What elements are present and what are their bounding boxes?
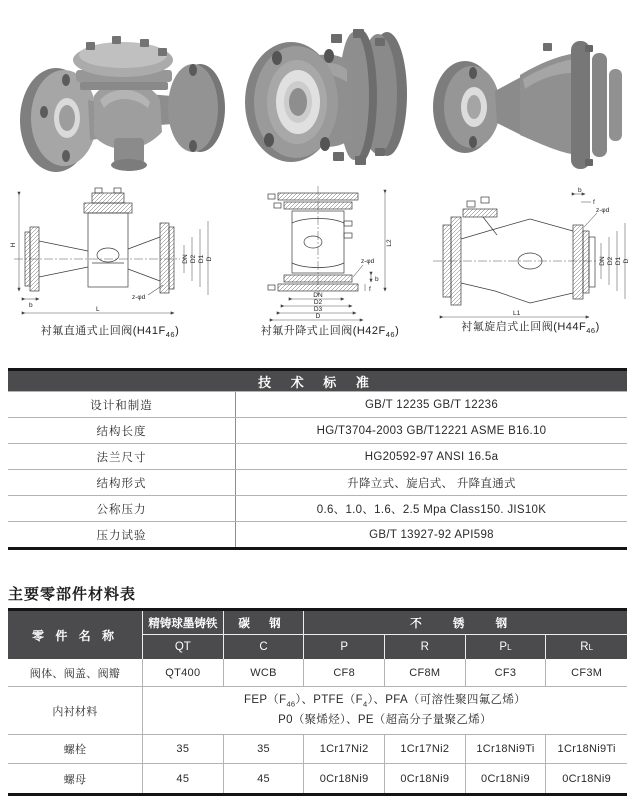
code-main: P [340,641,348,653]
dim-label: L1 [513,310,521,317]
caption-text: 衬氟直通式止回阀(H41F [40,325,166,337]
caption-subscript: 46 [586,326,596,336]
cell: CF8 [304,659,385,687]
row-value: GB/T 12235 GB/T 12236 [235,392,627,417]
caption-text: ) [395,325,400,337]
materials-table-body [8,659,627,793]
code-subscript: L [588,642,594,652]
row-label: 内衬材料 [8,687,143,735]
row-value: GB/T 13927-92 API598 [235,522,627,547]
table-title: 技 术 标 准 [8,371,627,391]
row-label: 结构形式 [96,477,147,490]
code-main: P [499,641,508,653]
table-row [8,469,627,495]
cell: 1Cr17Ni2 [304,735,385,764]
row-label: 螺栓 [8,735,143,764]
cell: 45 [143,764,224,793]
code-main: R [580,641,589,653]
dim-label: b [578,187,582,194]
caption-text: ) [595,321,600,333]
row-value: HG/T3704-2003 GB/T12221 ASME B16.10 [235,418,627,443]
cell: 1Cr18Ni9Ti [546,735,627,764]
materials-table-header [8,611,627,659]
cell: 0Cr18Ni9 [304,764,385,793]
cell: 1Cr18Ni9Ti [466,735,547,764]
valve-drawing-h44 [425,185,635,325]
lining-text: FEP（F [244,693,287,706]
code-subscript: L [507,642,512,652]
dim-label: L2 [386,239,393,247]
header-code [546,635,627,659]
cell: 0Cr18Ni9 [466,764,547,793]
dim-label: D2 [313,299,323,306]
row-value: 升降立式、旋启式、 升降直通式 [235,470,627,495]
dim-label: D [315,313,321,320]
caption-text: 衬氟旋启式止回阀(H44F [461,321,587,333]
valve-drawing-h42 [235,183,420,323]
lining-cell [143,687,627,735]
code-main: R [420,641,429,653]
drawing-caption-h44 [428,318,633,335]
dim-label: z-φd [132,294,146,301]
lining-subscript: 4 [362,699,368,708]
valve-drawing-h41 [8,185,223,323]
code-main: QT [174,641,191,653]
row-label: 设计和制造 [90,399,153,412]
drawing-caption-h42 [230,322,430,339]
dim-label: b [29,302,33,309]
dim-label: H [10,242,17,248]
header-group-ductile-iron: 精铸球墨铸铁 [143,611,224,635]
row-label: 结构长度 [96,425,147,438]
dim-label: DN [182,254,189,264]
header-code [466,635,547,659]
dim-label: D [623,258,630,264]
dim-label: b [375,276,379,283]
dim-label: D1 [198,254,205,264]
materials-table [8,608,627,796]
cell: 35 [224,735,305,764]
lining-text: ）、PTFE（F [295,693,363,706]
caption-text: 衬氟升降式止回阀(H42F [260,325,386,337]
cell: WCB [224,659,305,687]
cell: CF8M [385,659,466,687]
lining-subscript: 46 [286,699,296,708]
caption-text: ) [175,325,180,337]
valve-photo-h42 [235,10,415,182]
row-label: 螺母 [8,764,143,793]
code-main: C [259,641,268,653]
cell: 1Cr17Ni2 [385,735,466,764]
materials-section-title: 主要零部件材料表 [8,586,137,603]
cell: 35 [143,735,224,764]
caption-subscript: 46 [385,330,396,340]
dim-label: z-φd [596,207,610,214]
dim-label: DN [599,256,606,266]
cell: 45 [224,764,305,793]
table-row [8,417,627,443]
header-part-name: 零 件 名 称 [8,611,143,659]
cell: 0Cr18Ni9 [562,772,612,785]
dim-label: D [206,256,213,262]
dim-label: L [96,306,100,313]
valve-photo-h41 [10,8,225,178]
header-group-stainless-steel: 不 锈 钢 [304,611,627,635]
row-label: 公称压力 [96,503,147,516]
header-code [224,635,305,659]
cell: CF3M [546,659,627,687]
technical-standards-table [8,368,627,550]
row-value: HG20592-97 ANSI 16.5a [235,444,627,469]
header-code [143,635,224,659]
table-row [8,443,627,469]
dim-label: z-φd [361,258,375,265]
row-label: 法兰尺寸 [96,451,147,464]
dim-label: D2 [190,254,197,264]
table-row [8,521,627,547]
dim-label: f [593,199,595,206]
cell: CF3 [466,659,547,687]
caption-subscript: 46 [165,330,176,340]
table-row [8,495,627,521]
lining-line2: P0（聚烯烃）、PE（超高分子量聚乙烯） [278,713,492,726]
lining-text: ）、PFA（可溶性聚四氟乙烯） [367,693,526,706]
dim-label: D2 [607,256,614,266]
dim-label: D3 [313,306,323,313]
drawing-caption-h41 [10,322,210,339]
cell: QT400 [143,659,224,687]
dim-label: D1 [615,256,622,266]
table-row [8,391,627,417]
header-code [304,635,385,659]
dim-label: DN [313,292,323,299]
cell: 0Cr18Ni9 [385,764,466,793]
lining-line1 [244,691,526,711]
header-code [385,635,466,659]
row-label: 压力试验 [96,529,147,542]
dim-label: f [369,286,371,293]
row-value: 0.6、1.0、1.6、2.5 Mpa Class150. JIS10K [235,496,627,521]
row-label: 阀体、阀盖、阀瓣 [8,659,143,687]
header-group-carbon-steel: 碳 钢 [224,611,305,635]
valve-photo-h44 [425,15,630,175]
